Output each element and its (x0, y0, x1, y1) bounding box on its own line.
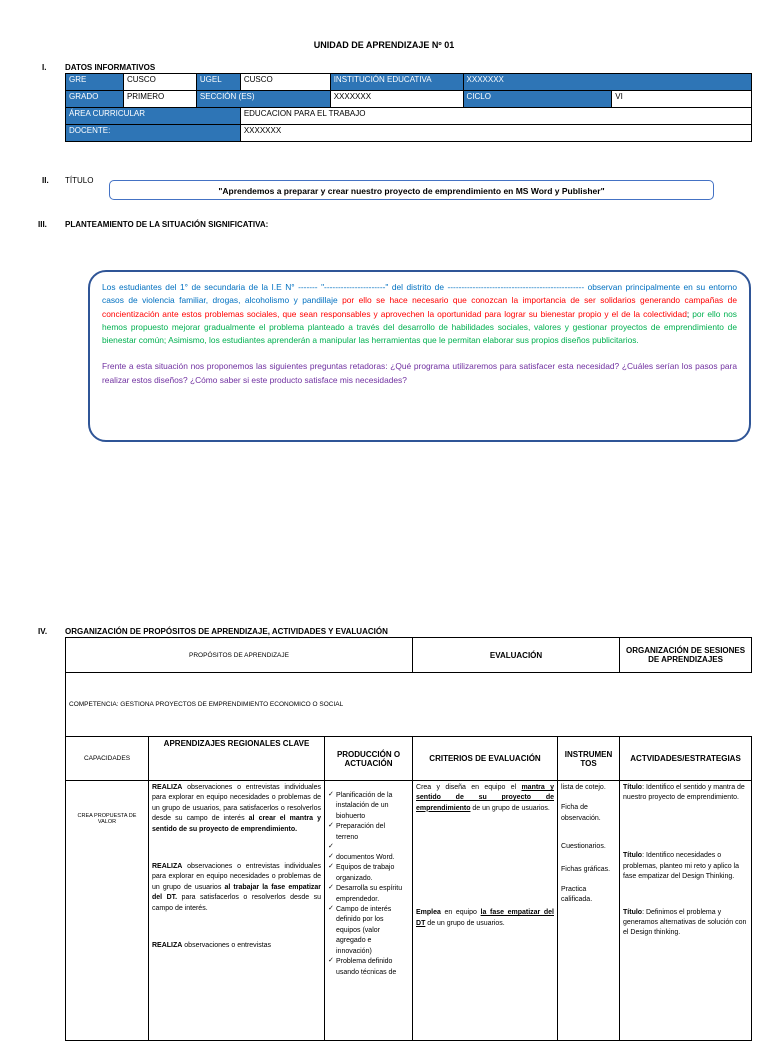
criterios-cell (413, 781, 558, 1041)
instrumento-item: lista de cotejo. (561, 784, 606, 791)
organizacion-table (65, 637, 752, 1041)
produccion-cell (325, 781, 413, 1041)
actividades-header: ACTVIDADES/ESTRATEGIAS (620, 737, 752, 781)
produccion-item: ✓ documentos Word. (336, 853, 409, 863)
aprendizaje-1: REALIZA observaciones o entrevistas individuales para explorar en equipo necesidades o problemas de un grupo de usuarios, para satisfacerlos o resolverlos desde su campo de interés al crear el mantra y sentido de su proyecto de emprendimiento. (152, 784, 321, 833)
instrumentos-header: INSTRUMEN TOS (558, 737, 620, 781)
instrumento-item: Ficha de observación. (561, 804, 601, 822)
criterio-1: Crea y diseña en equipo el mantra y sentido de su proyecto de emprendimiento de un grupo de usuarios. (416, 784, 555, 812)
actividades-cell (620, 781, 752, 1041)
section-4-number: IV. (38, 627, 48, 636)
section-1-number: I. (42, 63, 47, 72)
capacidades-header: CAPACIDADES (66, 737, 149, 781)
produccion-item: ✓ Equipos de trabajo organizado. (336, 863, 409, 884)
document-title: UNIDAD DE APRENDIZAJE Nº 01 (313, 40, 455, 50)
gre-label: GRE (66, 74, 124, 91)
aprendizajes-cell (149, 781, 325, 1041)
produccion-item (336, 843, 409, 853)
competencia-row: COMPETENCIA: GESTIONA PROYECTOS DE EMPRENDIMIENTO ECONOMICO O SOCIAL (66, 673, 752, 737)
produccion-item: ✓ Planificación de la instalación de un biohuerto (336, 791, 409, 822)
propositos-header: PROPÓSITOS DE APRENDIZAJE (66, 638, 413, 673)
gre-value: CUSCO (123, 74, 196, 91)
sesiones-header: ORGANIZACIÓN DE SESIONES DE APRENDIZAJES (620, 638, 752, 673)
seccion-label: SECCIÓN (ES) (196, 91, 330, 108)
situacion-separator: ; (686, 308, 693, 319)
aprendizaje-2: REALIZA observaciones o entrevistas individuales para explorar en equipo necesidades o problemas de un grupo de usuarios al trabajar la fase empatizar del DT. para satisfacerlos o resolverlos desde su campo de interés. (152, 863, 322, 912)
criterio-2: Emplea en equipo la fase empatizar del DT de un grupo de usuarios. (416, 909, 554, 927)
section-4-heading: ORGANIZACIÓN DE PROPÓSITOS DE APRENDIZAJE, ACTIVIDADES Y EVALUACIÓN (65, 627, 388, 636)
area-curricular-label: ÁREA CURRICULAR (66, 108, 241, 125)
situacion-significativa-box (88, 270, 751, 442)
docente-value: XXXXXXX (240, 125, 751, 142)
actividad-3: Título: Definimos el problema y generamos alternativas de solución con el Design thinking. (623, 909, 747, 937)
instrumento-item: Cuestionarios. (561, 843, 606, 851)
unit-title-box: "Aprendemos a preparar y crear nuestro proyecto de emprendimiento en MS Word y Publisher" (109, 180, 714, 200)
instrumento-item: Fichas gráficas. (561, 865, 611, 873)
instrumentos-cell (558, 781, 620, 1041)
instrumento-item: Practica calificada. (561, 886, 593, 904)
produccion-header: PRODUCCIÓN O ACTUACIÓN (325, 737, 413, 781)
situacion-paragraph-1 (102, 281, 737, 347)
grado-value: PRIMERO (123, 91, 196, 108)
situacion-purpose-text: por ello nos hemos propuesto mejorar gradualmente el problema planteado a través del desarrollo de habilidades sociales, valores y gestionar proyectos de emprendimiento de bienestar común; Asimismo, los estudiantes aprenderán a manipular las herramientas que le permitan elaborar sus propios diseños publicitarios. (102, 308, 737, 346)
section-3-number: III. (38, 220, 47, 229)
actividad-1: Título: Identifico el sentido y mantra de nuestro proyecto de emprendimiento. (623, 784, 745, 802)
grado-label: GRADO (66, 91, 124, 108)
section-2-number: II. (42, 176, 49, 185)
criterios-header: CRITERIOS DE EVALUACIÓN (413, 737, 558, 781)
section-1-heading: DATOS INFORMATIVOS (65, 63, 156, 72)
docente-label: DOCENTE: (66, 125, 241, 142)
aprendizaje-3: REALIZA observaciones o entrevistas (152, 942, 272, 950)
produccion-item: ✓ Desarrolla su espíritu emprendedor. (336, 884, 409, 905)
section-3-heading: PLANTEAMIENTO DE LA SITUACIÓN SIGNIFICATIVA: (65, 220, 269, 229)
ciclo-value: VI (612, 91, 752, 108)
section-2-heading: TÍTULO (65, 176, 94, 185)
situacion-context-text: Los estudiantes del 1° de secundaria de la I.E N° ------- "----------------------" del distrito de ------------------------------------------------- observan principalmente en su entorno casos de violencia familiar, drogas, alcoholismo y pandillaje (102, 282, 737, 306)
actividad-2: Título: Identifico necesidades o problemas, planteo mi reto y aplico la fase empatizar del Design Thinking. (623, 852, 739, 880)
produccion-item: ✓ Campo de interés definido por los equipos (valor agregado e innovación) (336, 905, 409, 957)
institucion-label: INSTITUCIÓN EDUCATIVA (330, 74, 463, 91)
datos-informativos-table (65, 73, 752, 142)
situacion-questions-text: Frente a esta situación nos proponemos las siguientes preguntas retadoras: ¿Qué programa utilizaremos para satisfacer esta necesidad? ¿Cuáles serían los pasos para realizar estos diseños? ¿Cómo saber si este producto satisface mis necesidades? (102, 361, 737, 385)
ugel-value: CUSCO (240, 74, 330, 91)
aprendizajes-header: APRENDIZAJES REGIONALES CLAVE (149, 737, 325, 781)
ciclo-label: CICLO (463, 91, 612, 108)
capacidad-cell: CREA PROPUESTA DE VALOR (66, 781, 149, 1041)
ugel-label: UGEL (196, 74, 240, 91)
seccion-value: XXXXXXX (330, 91, 463, 108)
area-curricular-value: EDUCACION PARA EL TRABAJO (240, 108, 751, 125)
situacion-need-text: por ello se hace necesario que conozcan la importancia de ser solidarios generando campañas de concientización ante estos problemas sociales, que sean responsables y aprovechen la oportunidad para lograr su bienestar propio y el de la colectividad (102, 295, 737, 319)
evaluacion-header: EVALUACIÓN (413, 638, 620, 673)
produccion-item: ✓ Preparación del terreno (336, 822, 409, 843)
institucion-value: XXXXXXX (463, 74, 751, 91)
produccion-item: ✓ Problema definido usando técnicas de (336, 957, 409, 978)
